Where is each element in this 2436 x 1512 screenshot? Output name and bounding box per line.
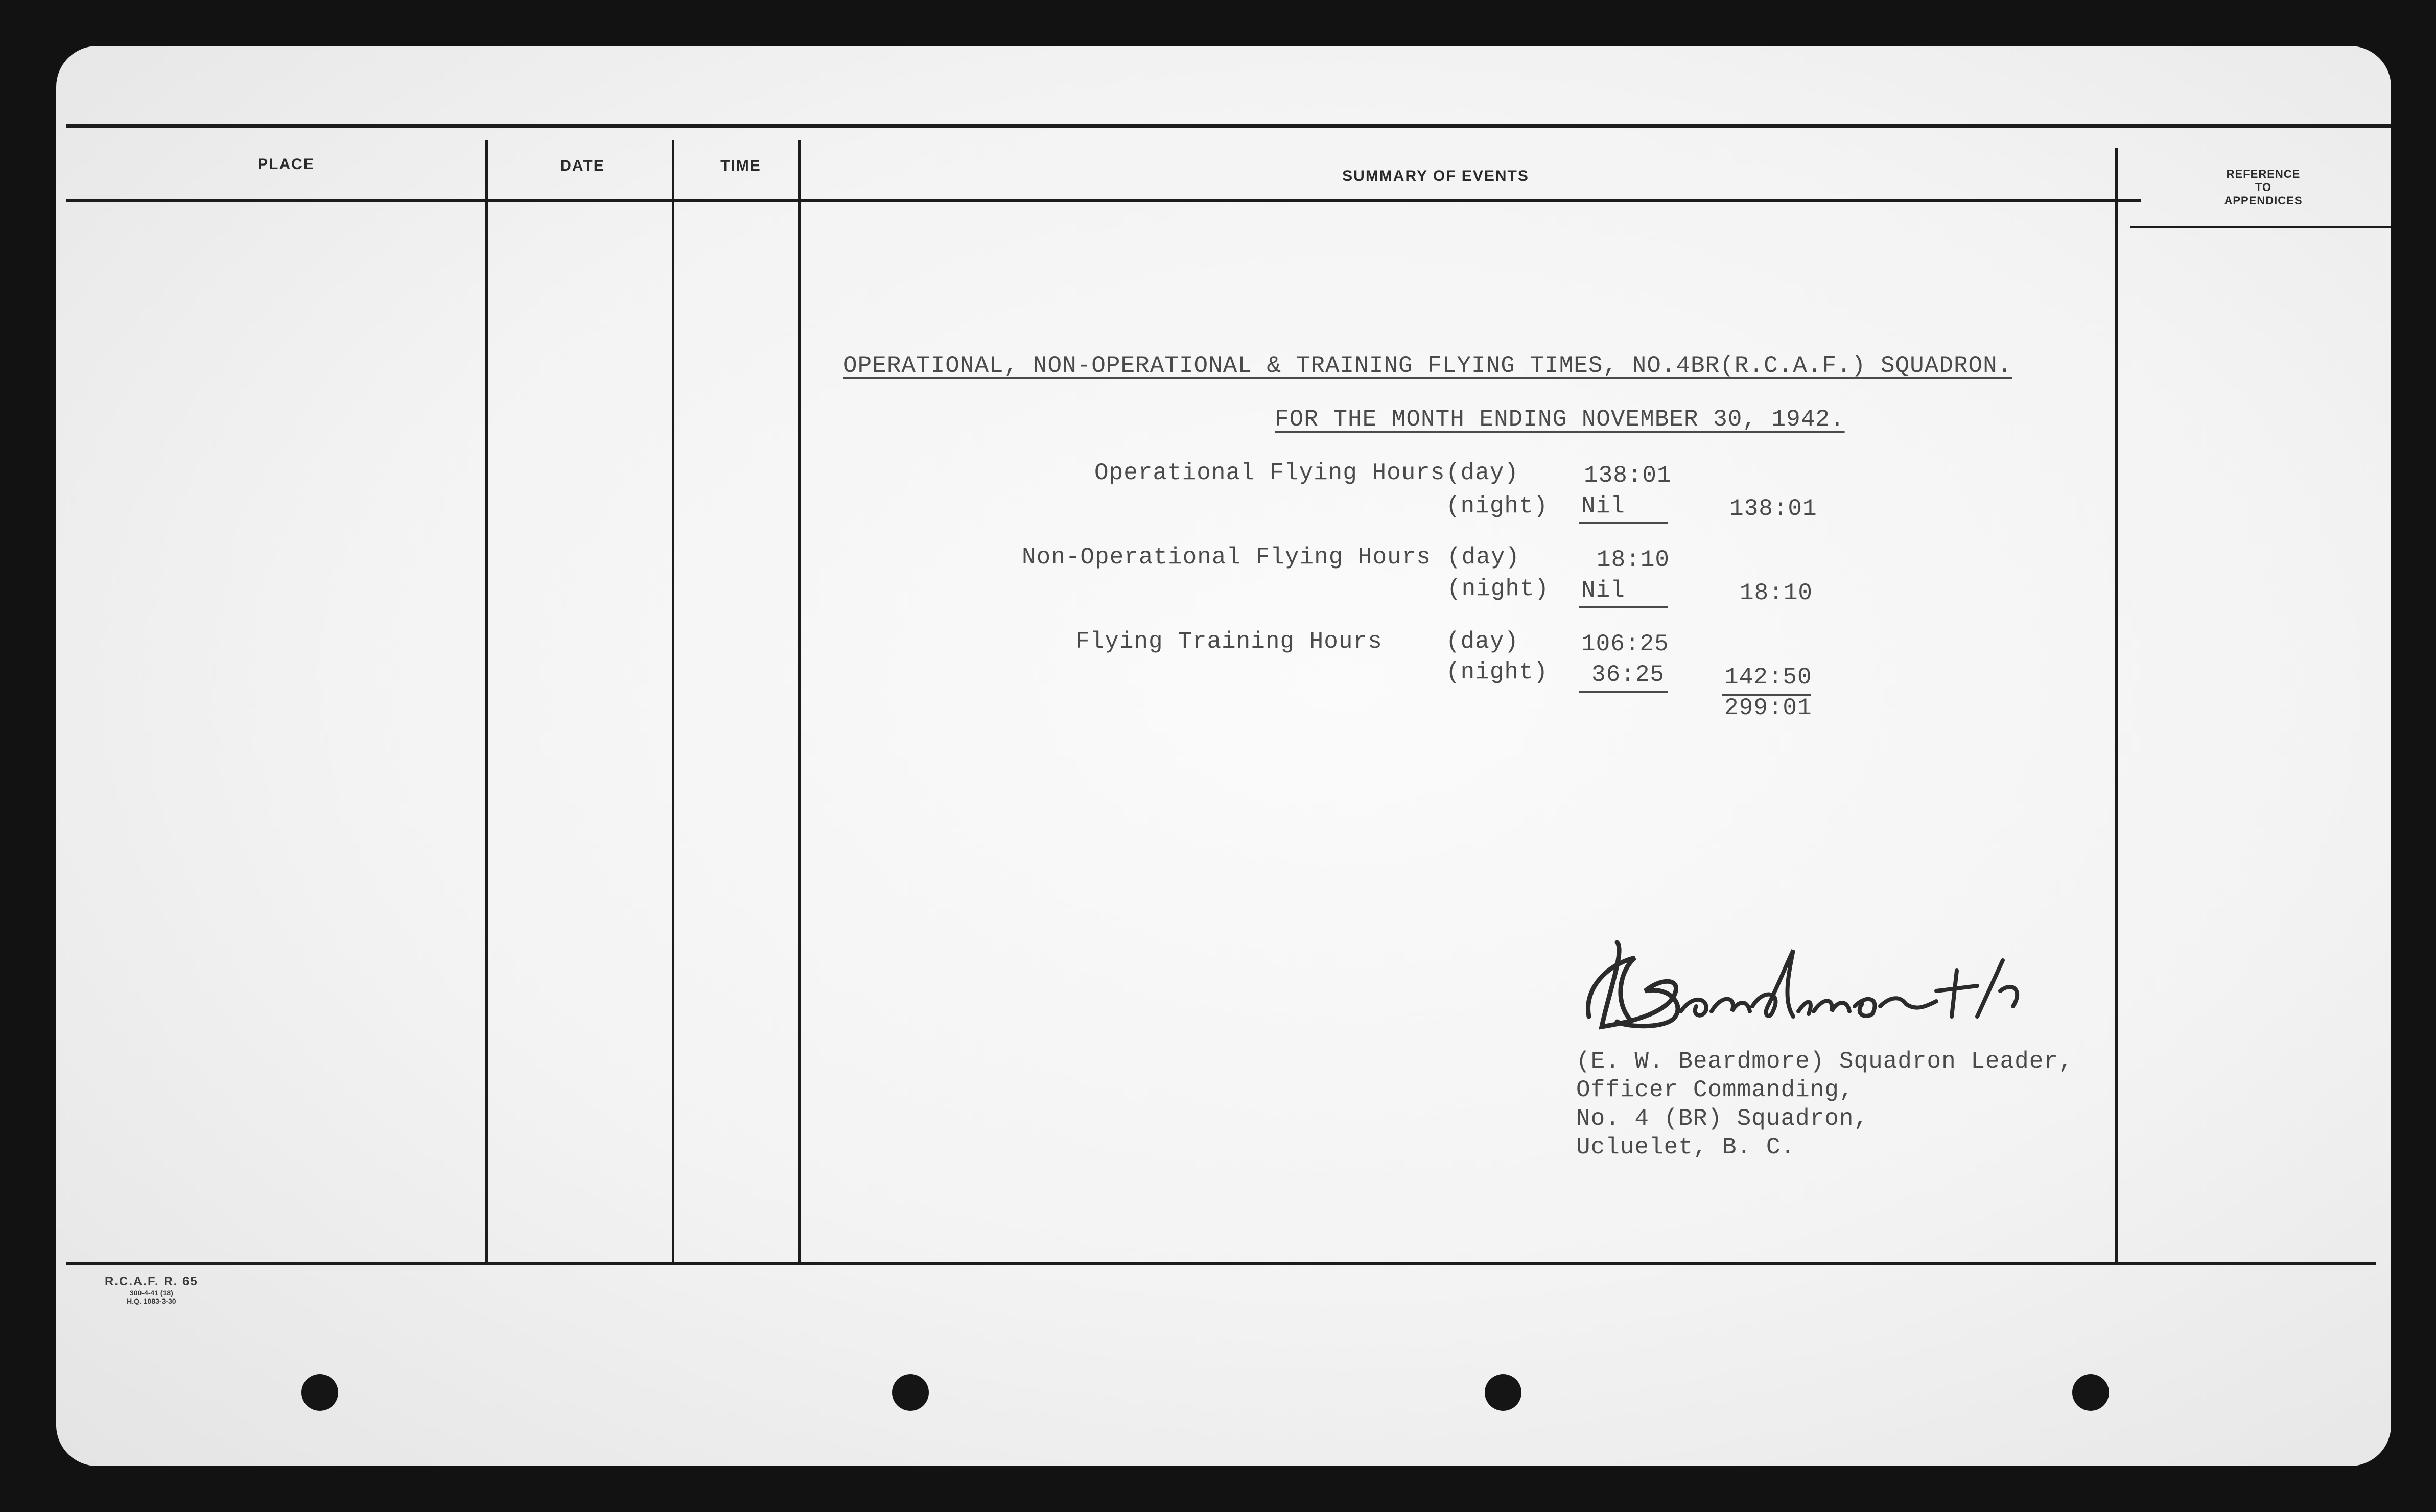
punch-hole <box>2072 1374 2109 1411</box>
night-underline <box>1579 522 1668 524</box>
day-value: 106:25 <box>1581 631 1669 657</box>
signature-mark <box>1568 930 2028 1047</box>
report-subtitle: FOR THE MONTH ENDING NOVEMBER 30, 1942. <box>1275 406 1845 433</box>
day-label: (day) <box>1446 460 1519 486</box>
night-underline <box>1579 691 1668 693</box>
grand-total: 299:01 <box>1724 695 1812 721</box>
row-subtotal: 142:50 <box>1724 664 1812 691</box>
header-summary: SUMMARY OF EVENTS <box>1342 168 1529 184</box>
row-subtotal: 138:01 <box>1729 495 1817 522</box>
row-label: Flying Training Hours <box>1075 628 1383 655</box>
column-divider-place <box>485 140 488 1263</box>
signature-line: No. 4 (BR) Squadron, <box>1576 1105 1869 1132</box>
signature-line: Officer Commanding, <box>1576 1077 1854 1103</box>
header-reference: REFERENCE TO APPENDICES <box>2224 168 2303 207</box>
night-label: (night) <box>1446 659 1549 686</box>
header-time: TIME <box>720 157 761 174</box>
column-divider-date <box>672 140 674 1263</box>
header-bottom-rule-left <box>66 199 2141 202</box>
report-title: OPERATIONAL, NON-OPERATIONAL & TRAINING FLYING TIMES, NO.4BR(R.C.A.F.) SQUADRON. <box>843 352 2012 379</box>
diary-card <box>56 46 2391 1466</box>
column-divider-time <box>798 140 801 1263</box>
night-label: (night) <box>1447 576 1550 602</box>
header-date: DATE <box>560 157 605 174</box>
row-label: Non-Operational Flying Hours <box>1022 544 1431 571</box>
day-value: 18:10 <box>1597 547 1670 573</box>
form-identifier: R.C.A.F. R. 65 300-4-41 (18) H.Q. 1083-3-30 <box>105 1274 198 1305</box>
top-rule <box>66 124 2391 128</box>
night-label: (night) <box>1446 493 1549 519</box>
night-value: Nil <box>1581 493 1625 519</box>
night-value: 36:25 <box>1591 662 1665 688</box>
bottom-rule <box>66 1262 2376 1265</box>
column-divider-summary <box>2115 148 2118 1264</box>
night-underline <box>1579 606 1668 608</box>
signature-line: Ucluelet, B. C. <box>1576 1134 1796 1161</box>
punch-hole <box>301 1374 338 1411</box>
night-value: Nil <box>1581 577 1625 604</box>
punch-hole <box>892 1374 929 1411</box>
day-label: (day) <box>1447 544 1520 571</box>
row-label: Operational Flying Hours <box>1094 460 1445 486</box>
header-bottom-rule-right <box>2130 226 2391 228</box>
header-place: PLACE <box>257 156 315 173</box>
punch-hole <box>1485 1374 1521 1411</box>
day-value: 138:01 <box>1584 462 1672 489</box>
signature-line: (E. W. Beardmore) Squadron Leader, <box>1576 1048 2073 1075</box>
day-label: (day) <box>1446 628 1519 655</box>
row-subtotal: 18:10 <box>1740 580 1813 606</box>
